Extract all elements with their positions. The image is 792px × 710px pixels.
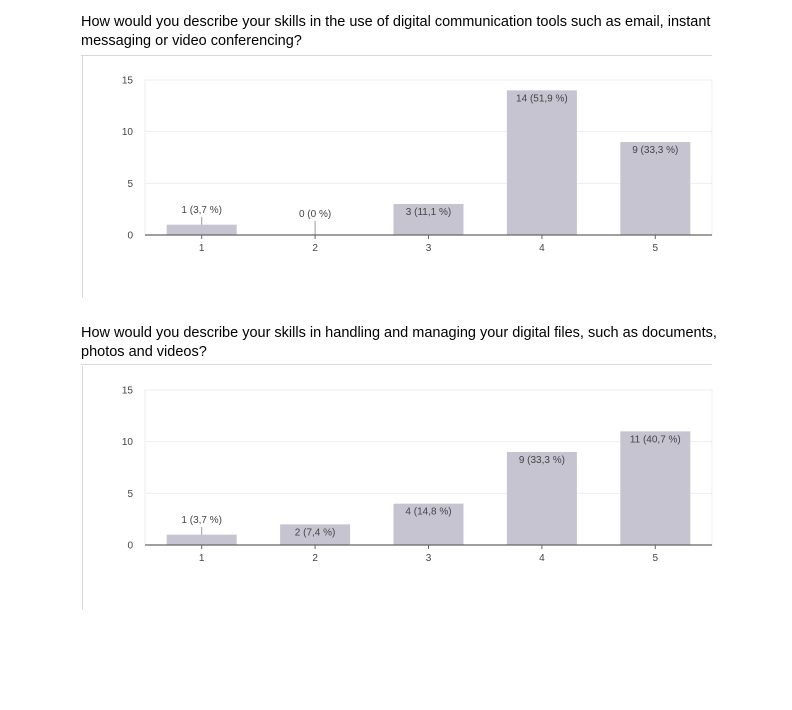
data-label: 9 (33,3 %) bbox=[632, 145, 679, 156]
x-tick-label: 3 bbox=[425, 243, 432, 254]
bar-1 bbox=[167, 225, 237, 235]
y-tick-label: 15 bbox=[121, 75, 133, 87]
y-tick-label: 10 bbox=[121, 127, 133, 139]
data-label: 4 (14,8 %) bbox=[405, 506, 452, 518]
y-tick-label: 15 bbox=[121, 385, 133, 397]
data-label: 1 (3,7 %) bbox=[181, 205, 222, 216]
x-tick-label: 2 bbox=[312, 243, 318, 254]
data-label: 14 (51,9 %) bbox=[516, 93, 568, 105]
data-label: 2 (7,4 %) bbox=[294, 527, 336, 539]
x-tick-label: 4 bbox=[539, 243, 545, 254]
y-tick-label: 10 bbox=[121, 437, 133, 449]
data-label: 1 (3,7 %) bbox=[181, 515, 222, 526]
data-label: 11 (40,7 %) bbox=[629, 434, 681, 446]
question-title-1: How would you describe your skills in the use of digital communication tools such as email, instant messaging or video conferencing? bbox=[81, 14, 711, 49]
bar-1 bbox=[167, 535, 237, 545]
x-tick-label: 2 bbox=[312, 553, 318, 564]
y-tick-label: 0 bbox=[127, 230, 133, 242]
y-tick-label: 5 bbox=[127, 488, 133, 500]
question-title-2: How would you describe your skills in handling and managing your digital files, such as documents, photos and videos? bbox=[81, 325, 717, 360]
x-tick-label: 1 bbox=[198, 243, 205, 254]
x-tick-label: 5 bbox=[652, 553, 659, 564]
data-label: 9 (33,3 %) bbox=[518, 455, 565, 466]
x-tick-label: 1 bbox=[198, 553, 205, 564]
data-label: 3 (11,1 %) bbox=[405, 207, 452, 218]
x-tick-label: 3 bbox=[425, 553, 432, 564]
data-label: 0 (0 %) bbox=[298, 209, 332, 220]
bar-chart-communication-tools bbox=[82, 56, 722, 276]
y-tick-label: 0 bbox=[127, 540, 133, 552]
x-tick-label: 5 bbox=[652, 243, 659, 254]
bar-5 bbox=[620, 431, 690, 545]
x-tick-label: 4 bbox=[539, 553, 545, 564]
y-tick-label: 5 bbox=[127, 178, 133, 190]
bar-4 bbox=[507, 90, 577, 235]
question-divider-2 bbox=[81, 364, 712, 365]
bar-chart-digital-files bbox=[82, 366, 722, 586]
